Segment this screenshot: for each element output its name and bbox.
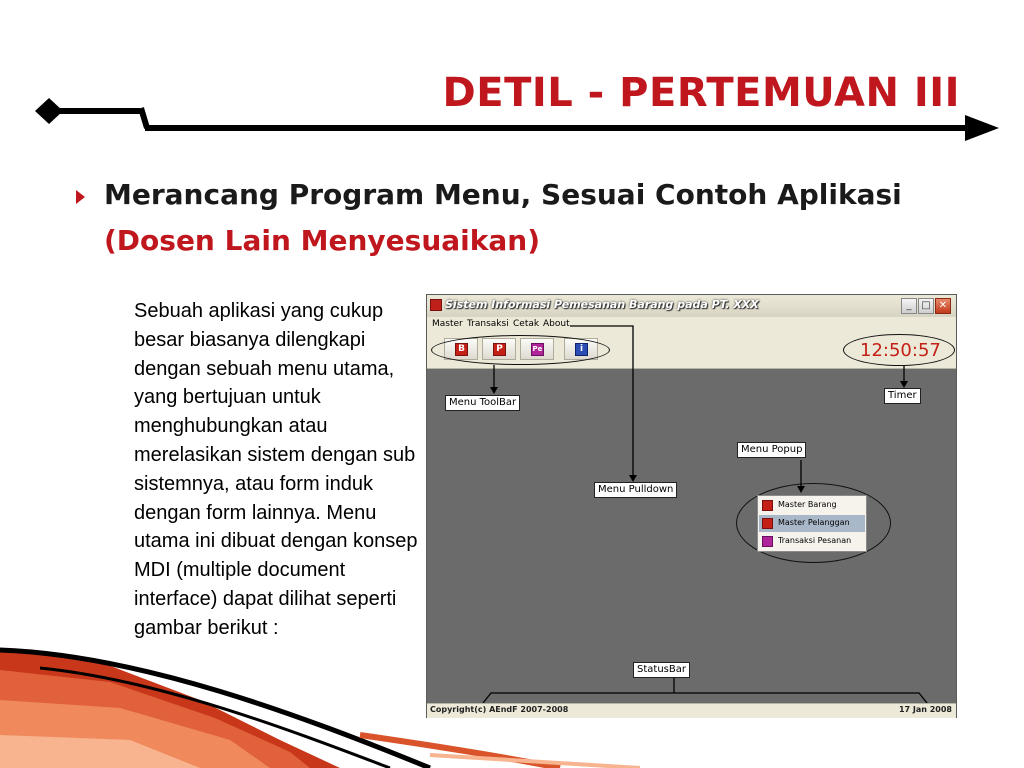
clock-display: 12:50:57 — [860, 340, 941, 361]
popup-item-label: Transaksi Pesanan — [778, 536, 852, 545]
status-bar — [427, 703, 956, 718]
master-pelanggan-icon: P — [493, 343, 506, 356]
menu-about[interactable]: About — [543, 319, 570, 329]
callout-menu-popup: Menu Popup — [737, 442, 806, 458]
callout-timer: Timer — [884, 388, 921, 404]
about-icon: i — [575, 343, 588, 356]
bullet-arrow-icon — [76, 190, 85, 204]
menu-master[interactable]: Master — [432, 319, 463, 329]
status-copyright: Copyright(c) AEndF 2007-2008 — [430, 705, 569, 714]
annotation-lines — [427, 295, 956, 717]
status-date: 17 Jan 2008 — [898, 705, 952, 714]
menu-cetak[interactable]: Cetak — [513, 319, 540, 329]
app-window — [426, 294, 957, 718]
transaksi-pesanan-icon: Pe — [531, 343, 544, 356]
menu-transaksi[interactable]: Transaksi — [467, 319, 509, 329]
description-paragraph: Sebuah aplikasi yang cukup besar biasanya dilengkapi dengan sebuah menu utama, yang bertujuan untuk menghubungkan atau merelasikan sistem dengan sub sistemnya, atau form induk dengan form lainnya. Menu utama ini dibuat dengan konsep MDI (multiple document interface) dapat dilihat seperti gambar berikut : — [134, 300, 418, 639]
minimize-button[interactable]: _ — [901, 298, 917, 314]
master-barang-icon: B — [455, 343, 468, 356]
bullet-text: Merancang Program Menu, Sesuai Contoh Aplikasi — [104, 178, 902, 211]
maximize-button[interactable]: □ — [918, 298, 934, 314]
popup-item-label: Master Barang — [778, 500, 837, 509]
close-button[interactable]: ✕ — [935, 298, 951, 314]
slide-title: DETIL - PERTEMUAN III — [442, 70, 960, 116]
callout-menu-toolbar: Menu ToolBar — [445, 395, 520, 411]
popup-item-label: Master Pelanggan — [778, 518, 850, 527]
bullet-subtext: (Dosen Lain Menyesuaikan) — [104, 224, 540, 257]
callout-menu-pulldown: Menu Pulldown — [594, 482, 677, 498]
window-title: Sistem Informasi Pemesanan Barang pada PT. XXX — [445, 298, 759, 311]
callout-statusbar: StatusBar — [633, 662, 690, 678]
